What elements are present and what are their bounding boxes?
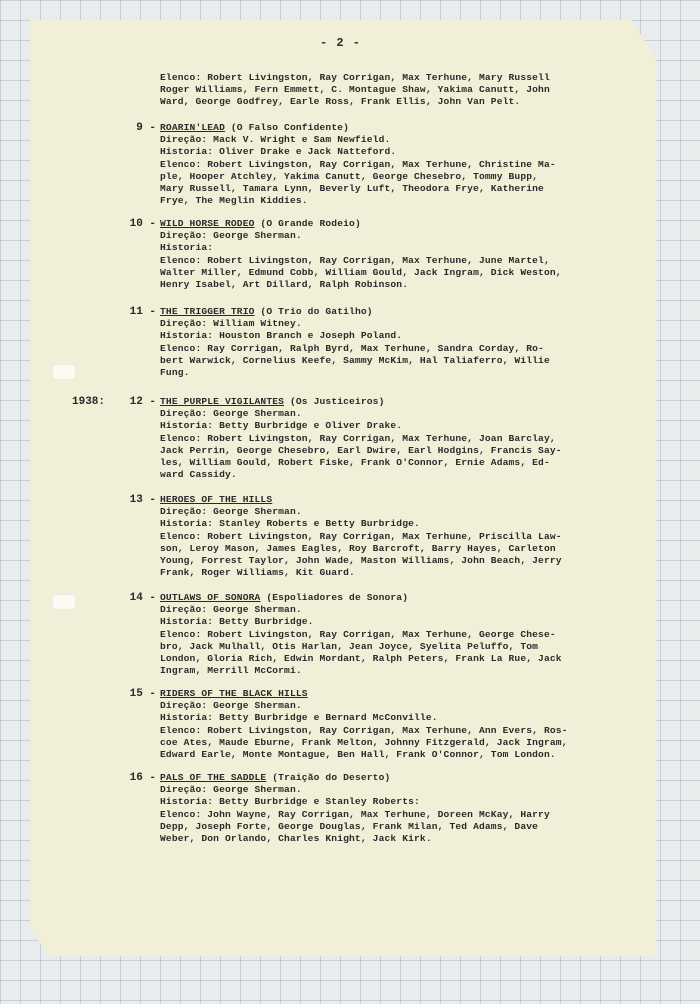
film-title: THE PURPLE VIGILANTES: [160, 396, 285, 407]
credit-line: les, William Gould, Robert Fiske, Frank O'Connor, Ernie Adams, Ed-: [160, 457, 550, 469]
credit-line: London, Gloria Rich, Edwin Mordant, Ralph Peters, Frank La Rue, Jack: [160, 653, 562, 665]
cast-line: Elenco: Robert Livingston, Ray Corrigan, Max Terhune, Mary Russell: [160, 72, 550, 83]
entry-body: [160, 218, 652, 291]
entry-number: 9 -: [136, 122, 156, 134]
film-title: OUTLAWS OF SONORA: [160, 592, 261, 603]
entry-title-line: [160, 494, 652, 506]
credit-line: Historia: Oliver Drake e Jack Natteford.: [160, 146, 397, 158]
credit-line: Direção: George Sherman.: [160, 604, 302, 616]
entry-title-line: [160, 122, 652, 134]
entry-number: 13 -: [129, 494, 156, 506]
credit-line: Elenco: Robert Livingston, Ray Corrigan, Max Terhune, Ann Evers, Ros-: [160, 724, 568, 736]
page-number: - 2 -: [320, 36, 362, 50]
film-title-portuguese: (Os Justiceiros): [284, 396, 385, 407]
credit-line: Historia: Betty Burbridge.: [160, 616, 314, 628]
film-title: RIDERS OF THE BLACK HILLS: [160, 688, 308, 699]
credit-line: Elenco: Robert Livingston, Ray Corrigan, Max Terhune, George Chese-: [160, 628, 556, 640]
film-title-portuguese: (O Trio do Gatilho): [254, 306, 373, 317]
credit-line: son, Leroy Mason, James Eagles, Roy Barcroft, Barry Hayes, Carleton: [160, 542, 556, 554]
credit-line: Direção: George Sherman.: [160, 230, 302, 242]
entry-title-line: [160, 592, 652, 604]
cast-line: Ward, George Godfrey, Earle Ross, Frank Ellis, John Van Pelt.: [160, 96, 521, 108]
entry-title-line: [160, 396, 652, 408]
entry-number: 15 -: [129, 688, 156, 700]
credit-line: Historia: Betty Burbridge e Bernard McConville.: [160, 712, 438, 724]
entry-title-line: [160, 772, 652, 784]
film-title: HEROES OF THE HILLS: [160, 494, 273, 505]
credit-line: Historia:: [160, 242, 214, 254]
credit-line: Direção: George Sherman.: [160, 700, 302, 712]
film-title-portuguese: (Traição do Deserto): [266, 772, 391, 783]
entry-body: [160, 396, 652, 481]
credit-line: Walter Miller, Edmund Cobb, William Gould, Jack Ingram, Dick Weston,: [160, 266, 562, 278]
credit-line: Henry Isabel, Art Dillard, Ralph Robinson.: [160, 279, 409, 291]
credit-line: Elenco: Robert Livingston, Ray Corrigan, Max Terhune, Joan Barclay,: [160, 432, 556, 444]
credit-line: Young, Forrest Taylor, John Wade, Maston Williams, John Beach, Jerry: [160, 555, 562, 567]
punch-hole: [52, 594, 76, 610]
credit-line: Historia: Betty Burbridge e Oliver Drake.: [160, 420, 403, 432]
entry-number: 11 -: [129, 306, 156, 318]
credit-line: Direção: George Sherman.: [160, 408, 302, 420]
credit-line: Direção: George Sherman.: [160, 506, 302, 518]
credit-line: bert Warwick, Cornelius Keefe, Sammy McKim, Hal Taliaferro, Willie: [160, 354, 550, 366]
credit-line: Frank, Roger Williams, Kit Guard.: [160, 567, 355, 579]
credit-line: Frye, The Meglin Kiddies.: [160, 195, 308, 207]
film-title: THE TRIGGER TRIO: [160, 306, 255, 317]
entry-title-line: [160, 218, 652, 230]
film-title-portuguese: (O Falso Confidente): [224, 122, 350, 133]
entry-number: 16 -: [129, 772, 156, 784]
credit-line: Direção: Mack V. Wright e Sam Newfield.: [160, 134, 391, 146]
credit-line: Direção: George Sherman.: [160, 784, 302, 796]
entry-year: 1938:: [72, 396, 106, 408]
punch-hole: [52, 364, 76, 380]
credit-line: Mary Russell, Tamara Lynn, Beverly Luft, Theodora Frye, Katherine: [160, 183, 544, 195]
credit-line: Depp, Joseph Forte, George Douglas, Frank Milan, Ted Adams, Dave: [160, 820, 539, 832]
credit-line: Ingram, Merrill McCormi.: [160, 665, 302, 677]
entry-number: 12 -: [129, 396, 156, 408]
credit-line: Elenco: Robert Livingston, Ray Corrigan, Max Terhune, June Martel,: [160, 254, 550, 266]
film-title: WILD HORSE RODEO: [160, 218, 255, 229]
credit-line: bro, Jack Mulhall, Otis Harlan, Jean Joyce, Syelita Peluffo, Tom: [160, 640, 539, 652]
credit-line: Fung.: [160, 367, 190, 379]
film-title-portuguese: (Espoliadores de Sonora): [260, 592, 409, 603]
entry-body: [160, 592, 652, 677]
entry-body: [160, 688, 652, 761]
film-title: ROARIN'LEAD: [160, 122, 225, 133]
credit-line: Elenco: Robert Livingston, Ray Corrigan, Max Terhune, Priscilla Law-: [160, 530, 562, 542]
entry-body: [160, 306, 652, 379]
credit-line: Direção: William Witney.: [160, 318, 302, 330]
entry-body: [160, 494, 652, 579]
credit-line: Weber, Don Orlando, Charles Knight, Jack Kirk.: [160, 833, 432, 845]
film-title: PALS OF THE SADDLE: [160, 772, 267, 783]
entry-title-line: [160, 688, 652, 700]
credit-line: ple, Hooper Atchley, Yakima Canutt, George Chesebro, Tommy Bupp,: [160, 170, 539, 182]
credit-line: ward Cassidy.: [160, 469, 237, 481]
credit-line: Historia: Houston Branch e Joseph Poland.: [160, 330, 403, 342]
cast-line: Roger Williams, Fern Emmett, C. Montague Shaw, Yakima Canutt, John: [160, 84, 550, 96]
entry-body: [160, 122, 652, 207]
credit-line: Jack Perrin, George Chesebro, Earl Dwire, Earl Hodgins, Francis Say-: [160, 444, 562, 456]
entry-title-line: [160, 306, 652, 318]
entry-number: 14 -: [129, 592, 156, 604]
credit-line: Edward Earle, Monte Montague, Ben Hall, Frank O'Connor, Tom London.: [160, 749, 556, 761]
entry-body: [160, 772, 652, 845]
entry-number: 10 -: [129, 218, 156, 230]
credit-line: Elenco: John Wayne, Ray Corrigan, Max Terhune, Doreen McKay, Harry: [160, 808, 550, 820]
credit-line: Elenco: Robert Livingston, Ray Corrigan, Max Terhune, Christine Ma-: [160, 158, 556, 170]
credit-line: coe Ates, Maude Eburne, Frank Melton, Johnny Fitzgerald, Jack Ingram,: [160, 736, 568, 748]
continued-cast-list: [160, 72, 650, 109]
credit-line: Historia: Betty Burbridge e Stanley Roberts:: [160, 796, 420, 808]
credit-line: Elenco: Ray Corrigan, Ralph Byrd, Max Terhune, Sandra Corday, Ro-: [160, 342, 544, 354]
credit-line: Historia: Stanley Roberts e Betty Burbridge.: [160, 518, 420, 530]
film-title-portuguese: (O Grande Rodeio): [254, 218, 361, 229]
